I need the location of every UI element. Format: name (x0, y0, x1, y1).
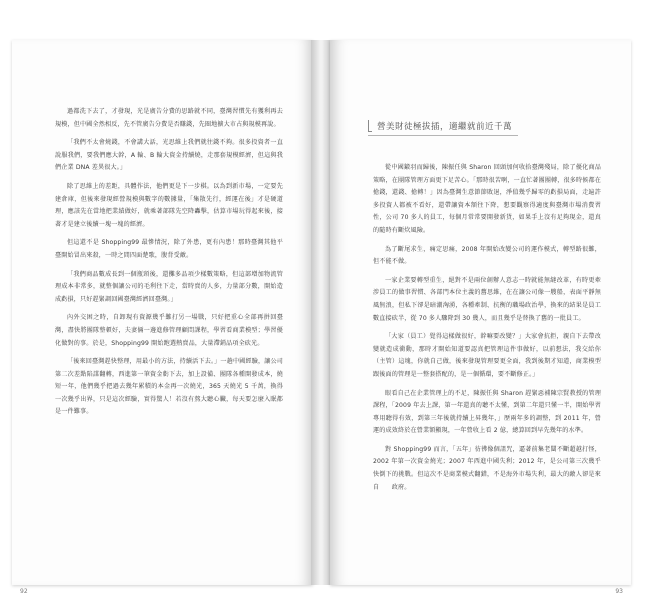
paragraph: 對 Shopping99 而言，「五年」彷彿像個詛咒，逼著前集老闆不斷超越打怪，2002 年第一次資金燒光；2007 年西進中國失利；2012 年，是公司第三次幾乎快倒下的挑戰。但這次不是商業模式翻錯，不是海外市場失利，最大的敵人卻是來自 政府。 (373, 445, 601, 491)
heading-corner-mark (368, 120, 372, 132)
paragraph: 為了斷尾求生，痛定思痛，2008 年開始改變公司的運作模式，轉型路很難，但不能不做。 (373, 245, 601, 266)
page-number: 92 (20, 588, 28, 595)
page-number: 93 (615, 588, 623, 595)
book-gutter (311, 40, 331, 585)
section-heading (368, 118, 518, 134)
quote-paragraph: 「後來回臺灣趕快整理，用最小的方法，持續活下去。」一趟中國經驗，讓公司第二次差點陷謀翻轉，西進第一筆資金虧下去，加上設備、團隊各種開發成本，燒短一年，他們幾乎把過去幾年累積的本金再一次燒光，365 天燒光 5 千萬，換得一次幾乎出界，只是這次經驗，實得驚人！若沒有熬大聽心臟，每天要怎麼入眠都是一件難事。 (55, 358, 283, 416)
section-heading-text: 營美財徒極拔插，適繼就前近千萬 (377, 122, 513, 132)
right-page-text (373, 162, 601, 494)
paragraph: 眼看自己在企業管理上的不足，陳振任與 Sharon 趕緊惡補陳宗賢教授的管理課程，「2009 年去上課，第一年還真的聽不太懂，到第二年還只懂一半，開始學習專用聽得有效，到第三年後就持續上昇幾年，」歷兩年多的調整，到 2011 年，營運的成效終於在營業額顯現，一年營收上看 2 億，總算回到早先幾年的水準。 (373, 389, 601, 435)
paragraph: 從中國鎩羽而歸後，陳振任與 Sharon 回頭加何收拾臺灣殘局，除了優化商品策略，在團隊管理方面更下足苦心。「那時很苦啊，一直忙著團團轉，很多時候都在搶錢，還錢、搶轉！」因為臺灣生意節節敗退，淨值幾乎歸零的虧損局面，走遍許多投資人都被不看好，還帶讓資本額往下降，想要觀察得適度與臺灣市場消費習性，公司 70 多人的員工，每個月常常要開發新貨，如果手上沒有足夠現金，還真的隨時有斷炊風險。 (373, 164, 601, 234)
quote-paragraph: 「大家（員工）覺得這樣做很好，幹嘛要改變？」大家會抗拒，親自下去帶改變就造成衝動，那時才開始知道要認真把管理這件事做好，以前想法，我交給你（主管）這塊，你就自己做，後來發現管理要更全面，我到後期才知道，商業模型跟後面的管理是一整套搭配的，是一個循環，要不斷修正。」 (373, 333, 601, 378)
paragraph: 內外交困之時，自卸現有資源幾乎難打另一場戰，只好把重心全部再拼回臺灣，盡快將團隊整頓好，夫妻倆一邊進修管理顧問課程，學習看商業模型；學習優化做對的事。於是，Shopping99 開始跑選熱賣品，大量滯銷品項全砍光。 (55, 314, 283, 347)
right-page (330, 40, 631, 595)
heading-underline (368, 135, 518, 136)
paragraph: 除了思維上的差距，具體作法，他們更是下一步棋。以為到新市場，一定要先建倉庫，但後來發現經營規模與數字的數據量，「集散先行，經運在後」才是硬道理，應該先在當地把業績做好，就乘著部隊先空降轟擊，估算市場玩得起來後，接著才是建立後續一塊一塊的經濟。 (55, 182, 283, 228)
quote-paragraph: 「我們商品數成長到一個瓶頸後，還攤多品項少樣數策略，但這部增加物流管理成本非常多，就整個讓公司的毛利往下走，當時賣的人多，力量部分數，開始造成虧損，只好趕緊調回國臺灣經濟回臺灣。」 (55, 270, 283, 303)
paragraph: 但這還不是 Shopping99 最慘情況，除了外患，更有內患！那時臺灣其他平臺開始冒出來殺，一時之間四面楚歌，腹背受敵。 (55, 239, 283, 259)
paragraph: 一家企業要轉型重生，絕對不是兩位創辦人意志一時就能無縫改革，有時更牽涉員工的做事習慣、各部門本位主義的舊思維，在在讓公司像一艘船，表面平靜無風無浪，但私下卻是暗潮洶湧，各種牽制、抗衡的職場政治學，換來的結果是員工數直接砍半，從 70 多人驟降到 30 幾人，而且幾乎是替換了舊的一批員工。 (373, 276, 601, 322)
left-page (12, 40, 313, 595)
paragraph: 過都洗下去了，才發現，光是廣告分費的思路就不同，臺灣習慣先有獲利再去規模，但中國全然相反，先不管廣告分費是否賺錢，先圈地擴大市占與規模再說。 (55, 108, 283, 128)
left-page-text (55, 106, 283, 419)
quote-paragraph: 「我們不太會燒錢，不會講大話，光思維上我們就往錢不夠。很多投資者一直說服我們，要我們應大幹，A 輪、B 輪大資金持續燒，走那套規模經濟，但這與我們企業 DNA 差異很大。」 (55, 139, 283, 172)
